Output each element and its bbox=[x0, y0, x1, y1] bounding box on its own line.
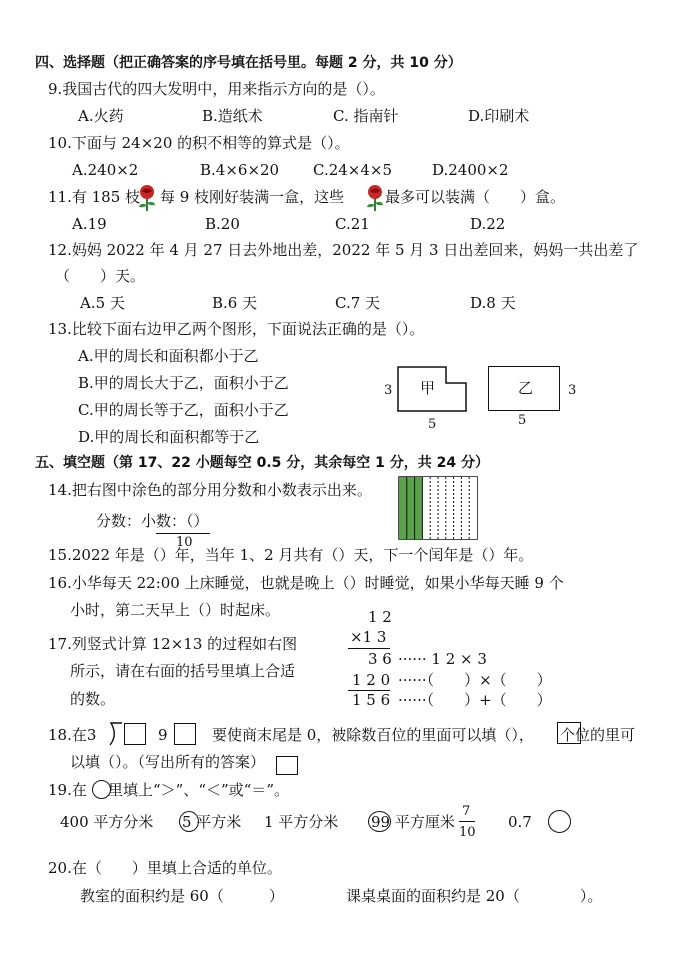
yi-width-label: 5 bbox=[518, 413, 527, 428]
q9-opt-b: B.造纸术 bbox=[202, 107, 263, 125]
q9-opt-c: C. 指南针 bbox=[333, 107, 399, 125]
q12-opt-b: B.6 天 bbox=[212, 294, 258, 312]
q18-d: 个位的里可 bbox=[560, 726, 636, 744]
q15-stem: 15.2022 年是（）年，当年 1、2 月共有（）天，下一个闰年是（）年。 bbox=[48, 546, 534, 564]
q11-opt-c: C.21 bbox=[335, 215, 370, 233]
q19-item2: 5 平方米 bbox=[182, 813, 242, 831]
q18-a: 18.在3 bbox=[48, 726, 97, 744]
jia-height-label: 3 bbox=[384, 383, 393, 398]
q20-b: 课桌桌面的面积约是 20（ ）。 bbox=[346, 887, 603, 905]
calc-row1: 1 2 bbox=[368, 608, 392, 626]
grid-column bbox=[461, 477, 469, 539]
grid-column-shaded bbox=[407, 477, 415, 539]
frac-denominator: 10 bbox=[459, 825, 476, 840]
q9-opt-a: A.火药 bbox=[78, 107, 124, 125]
grid-column-shaded bbox=[399, 477, 407, 539]
q12-opt-c: C.7 天 bbox=[335, 294, 381, 312]
frac-numerator: 7 bbox=[462, 804, 471, 819]
q12-opt-d: D.8 天 bbox=[470, 294, 516, 312]
q10-opt-d: D.2400×2 bbox=[432, 161, 509, 179]
q11-stem-c: 最多可以装满（ ）盒。 bbox=[385, 188, 566, 206]
grid-column-shaded bbox=[415, 477, 423, 539]
q9-stem: 9.我国古代的四大发明中，用来指示方向的是（）。 bbox=[48, 80, 385, 98]
division-bracket bbox=[108, 721, 122, 747]
q19-item5: 0.7 bbox=[508, 813, 532, 831]
q12-opt-a: A.5 天 bbox=[80, 294, 125, 312]
q12-stem: 12.妈妈 2022 年 4 月 27 日去外地出差，2022 年 5 月 3 日出差回来，妈妈一共出差了 bbox=[48, 241, 639, 259]
calc-note2: ······（ ）×（ ） bbox=[398, 671, 552, 689]
grid-column bbox=[430, 477, 438, 539]
q16-stem2: 小时，第二天早上（）时起床。 bbox=[70, 601, 281, 619]
rose-icon bbox=[136, 184, 158, 212]
q13-opt-b: B.甲的周长大于乙，面积小于乙 bbox=[78, 374, 289, 392]
q11-stem-b: 每 9 枝刚好装满一盒，这些 bbox=[160, 188, 345, 206]
q18-box-hundreds[interactable] bbox=[124, 723, 146, 745]
grid-column bbox=[422, 477, 430, 539]
q10-stem: 10.下面与 24×20 的积不相等的算式是（）。 bbox=[48, 134, 350, 152]
shape-jia bbox=[396, 365, 476, 413]
q9-opt-d: D.印刷术 bbox=[468, 107, 530, 125]
q13-opt-c: C.甲的周长等于乙，面积小于乙 bbox=[78, 401, 289, 419]
calc-row3: 3 6 bbox=[368, 650, 392, 668]
q12-stem2: （ ）天。 bbox=[55, 267, 146, 285]
q18-box-inline2 bbox=[276, 756, 298, 775]
calc-note1: ······ 1 2 × 3 bbox=[398, 650, 487, 668]
q11-opt-d: D.22 bbox=[470, 215, 506, 233]
q13-opt-a: A.甲的周长和面积都小于乙 bbox=[78, 347, 259, 365]
calc-line1 bbox=[348, 648, 390, 649]
jia-width-label: 5 bbox=[428, 417, 437, 432]
q20-a: 教室的面积约是 60（ ） bbox=[80, 887, 284, 905]
fraction-bar bbox=[156, 533, 210, 534]
q19-item4: 99 平方厘米 bbox=[371, 813, 455, 831]
calc-row4: 1 2 0 bbox=[352, 671, 391, 689]
compare-circle-3[interactable] bbox=[548, 810, 571, 833]
q11-stem-a: 11.有 185 枝 bbox=[48, 188, 141, 206]
grid-column bbox=[438, 477, 446, 539]
q18-c: 要使商末尾是 0，被除数百位的里面可以填（）， bbox=[212, 726, 534, 744]
calc-note3: ······（ ）+（ ） bbox=[398, 691, 552, 709]
yi-height-label: 3 bbox=[568, 383, 577, 398]
q13-stem: 13.比较下面右边甲乙两个图形，下面说法正确的是（）。 bbox=[48, 320, 425, 338]
q13-opt-d: D.甲的周长和面积都等于乙 bbox=[78, 428, 260, 446]
q18-b: 9 bbox=[158, 726, 168, 744]
q10-opt-a: A.240×2 bbox=[72, 161, 139, 179]
grid-column bbox=[446, 477, 454, 539]
grid-column bbox=[454, 477, 462, 539]
q18-line2: 以填（）。（写出所有的答案） bbox=[70, 753, 266, 771]
shape-yi-label: 乙 bbox=[518, 379, 534, 397]
calc-row2: ×1 3 bbox=[350, 628, 387, 646]
q14-stem: 14.把右图中涂色的部分用分数和小数表示出来。 bbox=[48, 481, 372, 499]
section4-title: 四、选择题（把正确答案的序号填在括号里。每题 2 分，共 10 分） bbox=[35, 55, 462, 71]
q17-stem2: 所示，请在右面的括号里填上合适 bbox=[70, 662, 296, 680]
q14-answer-line: 分数：小数：（） bbox=[96, 512, 209, 530]
q16-stem: 16.小华每天 22:00 上床睡觉，也就是晚上（）时睡觉，如果小华每天睡 9 个 bbox=[48, 574, 564, 592]
q11-opt-a: A.19 bbox=[72, 215, 107, 233]
grid-column bbox=[469, 477, 477, 539]
shaded-grid bbox=[398, 476, 480, 540]
rose-icon bbox=[364, 184, 386, 212]
q18-box-ones[interactable] bbox=[174, 723, 196, 745]
calc-row5: 1 5 6 bbox=[352, 691, 391, 709]
fraction-denominator: 10 bbox=[176, 535, 193, 550]
frac-bar bbox=[459, 821, 475, 822]
q19-item1: 400 平方分米 bbox=[60, 813, 154, 831]
q17-stem: 17.列竖式计算 12×13 的过程如右图 bbox=[48, 635, 298, 653]
q10-opt-b: B.4×6×20 bbox=[200, 161, 280, 179]
shape-jia-label: 甲 bbox=[420, 379, 436, 397]
q10-opt-c: C.24×4×5 bbox=[313, 161, 393, 179]
q19-stem-b: 里填上“＞”、“＜”或“＝”。 bbox=[108, 781, 290, 799]
q17-stem3: 的数。 bbox=[70, 690, 116, 708]
section5-title: 五、填空题（第 17、22 小题每空 0.5 分，其余每空 1 分，共 24 分） bbox=[35, 455, 489, 471]
q19-stem-a: 19.在 bbox=[48, 781, 87, 799]
q11-opt-b: B.20 bbox=[205, 215, 240, 233]
q19-item3: 1 平方分米 bbox=[264, 813, 339, 831]
q20-stem: 20.在（ ）里填上合适的单位。 bbox=[48, 859, 282, 877]
